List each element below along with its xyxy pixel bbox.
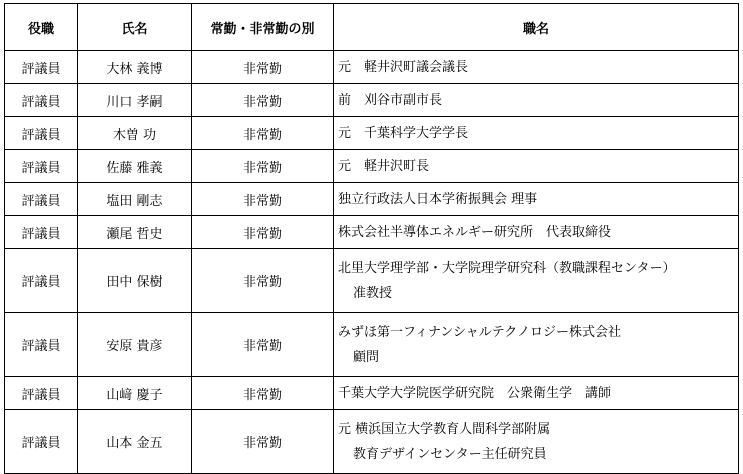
trustees-table <box>4 3 739 474</box>
table-row <box>5 313 739 377</box>
table-row <box>5 249 739 313</box>
role-cell: 評議員 <box>5 117 78 150</box>
employment-type-cell: 非常勤 <box>192 183 334 216</box>
job-title-line1: 元 千葉科学大学学長 <box>338 125 469 141</box>
header-employment-type: 常勤・非常勤の別 <box>192 4 334 51</box>
role-cell: 評議員 <box>5 313 78 377</box>
name-cell: 佐藤 雅義 <box>78 150 192 183</box>
employment-type-cell: 非常勤 <box>192 249 334 313</box>
job-title-line1: 元 軽井沢町議会議長 <box>338 59 469 75</box>
job-title-cell <box>334 150 739 183</box>
job-title-line2: 顧問 <box>353 349 380 365</box>
job-title-line1: みずほ第一フィナンシャルテクノロジー株式会社 <box>338 324 621 340</box>
job-title-line1: 株式会社半導体エネルギー研究所 代表取締役 <box>338 224 612 240</box>
table-row <box>5 216 739 249</box>
job-title-line1: 千葉大学大学院医学研究院 公衆衛生学 講師 <box>338 385 612 401</box>
name-cell: 塩田 剛志 <box>78 183 192 216</box>
employment-type-cell: 非常勤 <box>192 51 334 84</box>
job-title-line1: 前 刈谷市副市長 <box>338 92 443 108</box>
name-cell: 安原 貴彦 <box>78 313 192 377</box>
job-title-line2: 准教授 <box>353 285 393 301</box>
table-row <box>5 117 739 150</box>
employment-type-cell: 非常勤 <box>192 84 334 117</box>
job-title-line1: 北里大学理学部・大学院理学研究科（教職課程センター） <box>338 260 676 276</box>
name-cell: 山本 金五 <box>78 410 192 474</box>
name-cell: 大林 義博 <box>78 51 192 84</box>
header-role: 役職 <box>5 4 78 51</box>
job-title-cell <box>334 377 739 410</box>
table-row <box>5 410 739 474</box>
role-cell: 評議員 <box>5 216 78 249</box>
job-title-cell <box>334 410 739 474</box>
employment-type-cell: 非常勤 <box>192 150 334 183</box>
job-title-cell <box>334 84 739 117</box>
header-job-title: 職名 <box>334 4 739 51</box>
job-title-cell <box>334 117 739 150</box>
employment-type-cell: 非常勤 <box>192 377 334 410</box>
name-cell: 山﨑 慶子 <box>78 377 192 410</box>
name-cell: 川口 孝嗣 <box>78 84 192 117</box>
job-title-line1: 元 軽井沢町長 <box>338 158 430 174</box>
job-title-cell <box>334 313 739 377</box>
table-row <box>5 377 739 410</box>
employment-type-cell: 非常勤 <box>192 410 334 474</box>
role-cell: 評議員 <box>5 249 78 313</box>
table-row <box>5 51 739 84</box>
name-cell: 木曽 功 <box>78 117 192 150</box>
employment-type-cell: 非常勤 <box>192 216 334 249</box>
job-title-cell <box>334 51 739 84</box>
table-row <box>5 183 739 216</box>
table-header-row <box>5 4 739 51</box>
job-title-cell <box>334 249 739 313</box>
role-cell: 評議員 <box>5 377 78 410</box>
job-title-cell <box>334 183 739 216</box>
employment-type-cell: 非常勤 <box>192 313 334 377</box>
job-title-line1: 元 横浜国立大学教育人間科学部附属 <box>338 421 551 437</box>
role-cell: 評議員 <box>5 150 78 183</box>
role-cell: 評議員 <box>5 410 78 474</box>
job-title-cell <box>334 216 739 249</box>
employment-type-cell: 非常勤 <box>192 117 334 150</box>
name-cell: 瀬尾 哲史 <box>78 216 192 249</box>
header-name: 氏名 <box>78 4 192 51</box>
job-title-line2: 教育デザインセンター主任研究員 <box>353 446 547 462</box>
role-cell: 評議員 <box>5 183 78 216</box>
table-row <box>5 150 739 183</box>
table-row <box>5 84 739 117</box>
role-cell: 評議員 <box>5 84 78 117</box>
name-cell: 田中 保樹 <box>78 249 192 313</box>
role-cell: 評議員 <box>5 51 78 84</box>
job-title-line1: 独立行政法人日本学術振興会 理事 <box>338 191 538 207</box>
